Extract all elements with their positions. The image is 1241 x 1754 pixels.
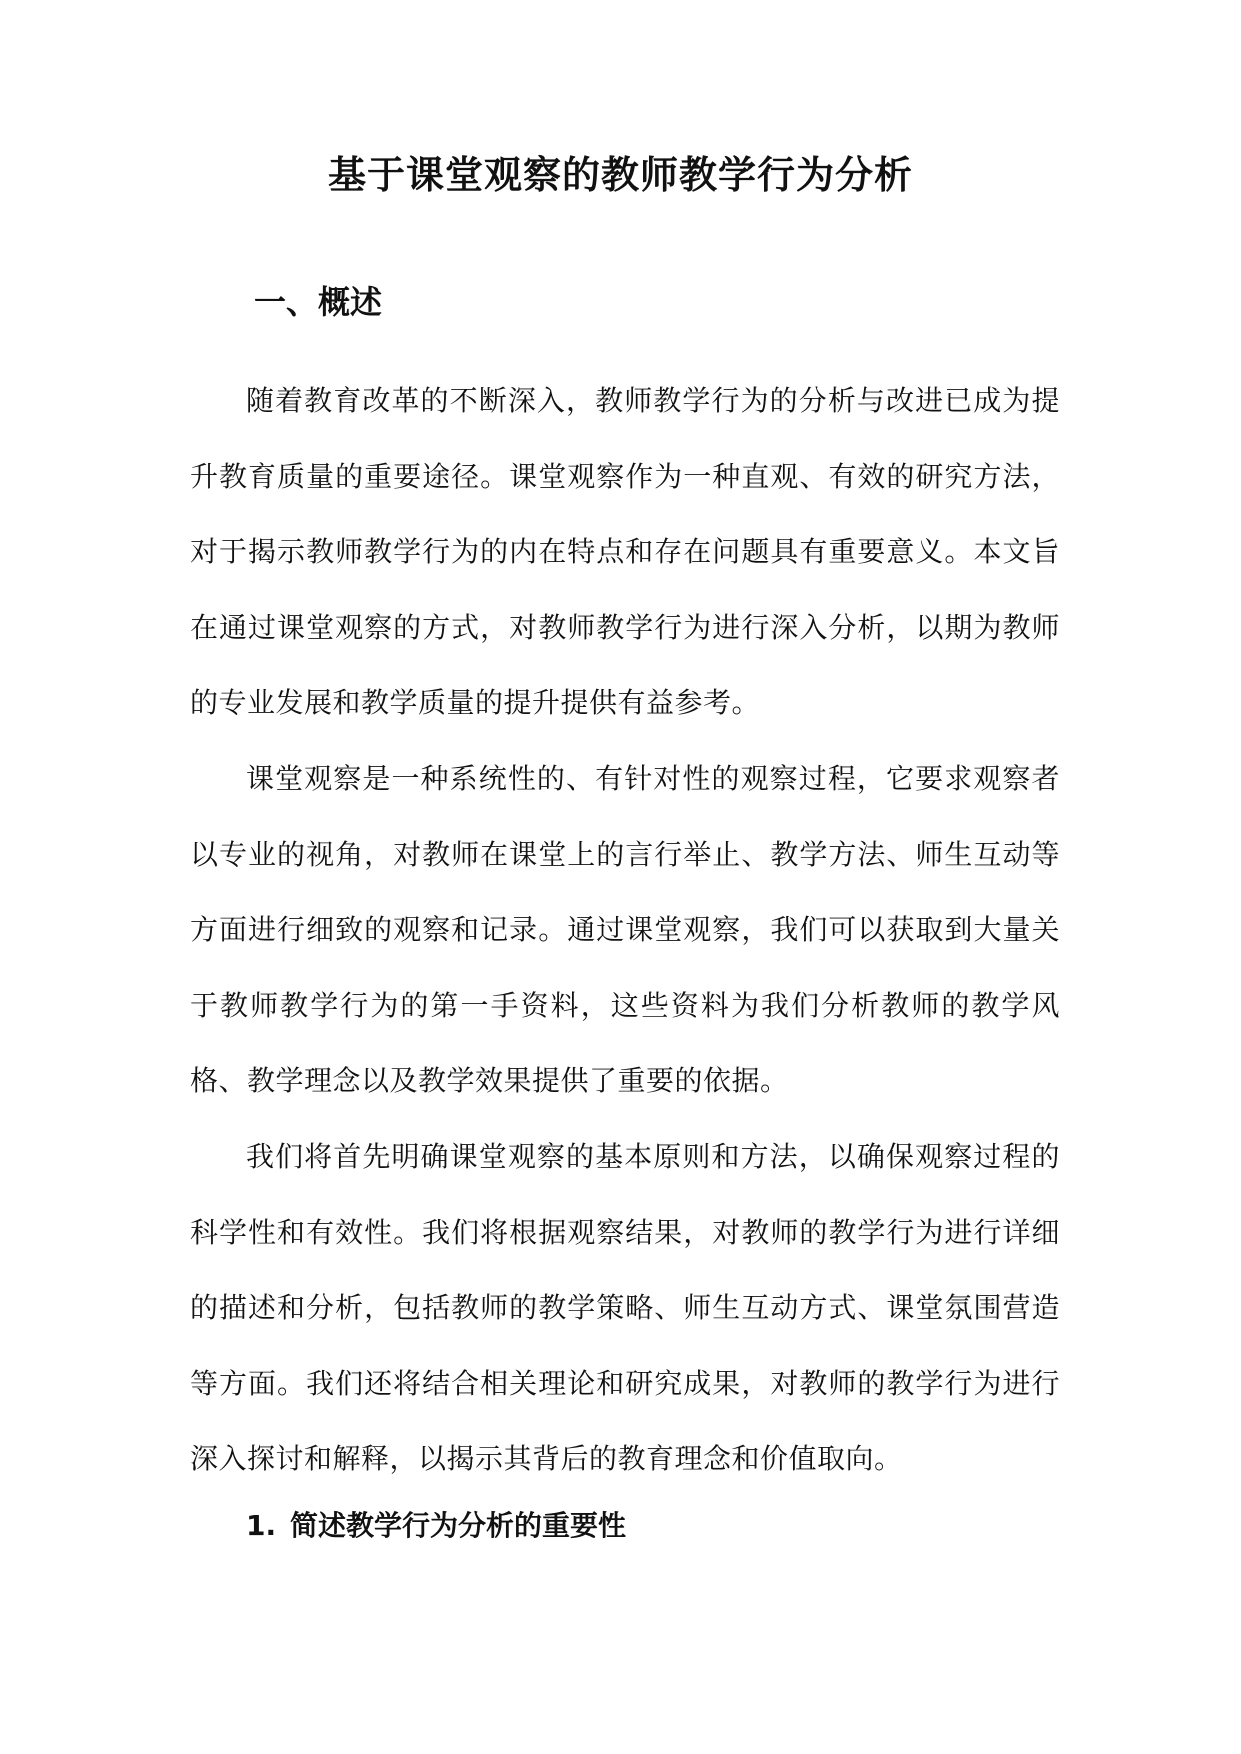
paragraph-1: 随着教育改革的不断深入，教师教学行为的分析与改进已成为提升教育质量的重要途径。课堂观察作为一种直观、有效的研究方法，对于揭示教师教学行为的内在特点和存在问题具有重要意义。本文旨在通过课堂观察的方式，对教师教学行为进行深入分析，以期为教师的专业发展和教学质量的提升提供有益参考。: [190, 384, 1060, 720]
paragraph-2: 课堂观察是一种系统性的、有针对性的观察过程，它要求观察者以专业的视角，对教师在课堂上的言行举止、教学方法、师生互动等方面进行细致的观察和记录。通过课堂观察，我们可以获取到大量关于教师教学行为的第一手资料，这些资料为我们分析教师的教学风格、教学理念以及教学效果提供了重要的依据。: [190, 761, 1060, 1098]
paragraph-3: 我们将首先明确课堂观察的基本原则和方法，以确保观察过程的科学性和有效性。我们将根据观察结果，对教师的教学行为进行详细的描述和分析，包括教师的教学策略、师生互动方式、课堂氛围营造等方面。我们还将结合相关理论和研究成果，对教师的教学行为进行深入探讨和解释，以揭示其背后的教育理念和价值取向。: [190, 1139, 1060, 1476]
section-heading: 一、概述: [254, 283, 383, 321]
section-body: [190, 363, 1060, 1497]
document-title: 基于课堂观察的教师教学行为分析: [327, 153, 913, 197]
subsection-heading: [246, 1506, 626, 1546]
subsection-title: 简述教学行为分析的重要性: [290, 1509, 627, 1542]
subsection-number: 1.: [246, 1509, 277, 1542]
